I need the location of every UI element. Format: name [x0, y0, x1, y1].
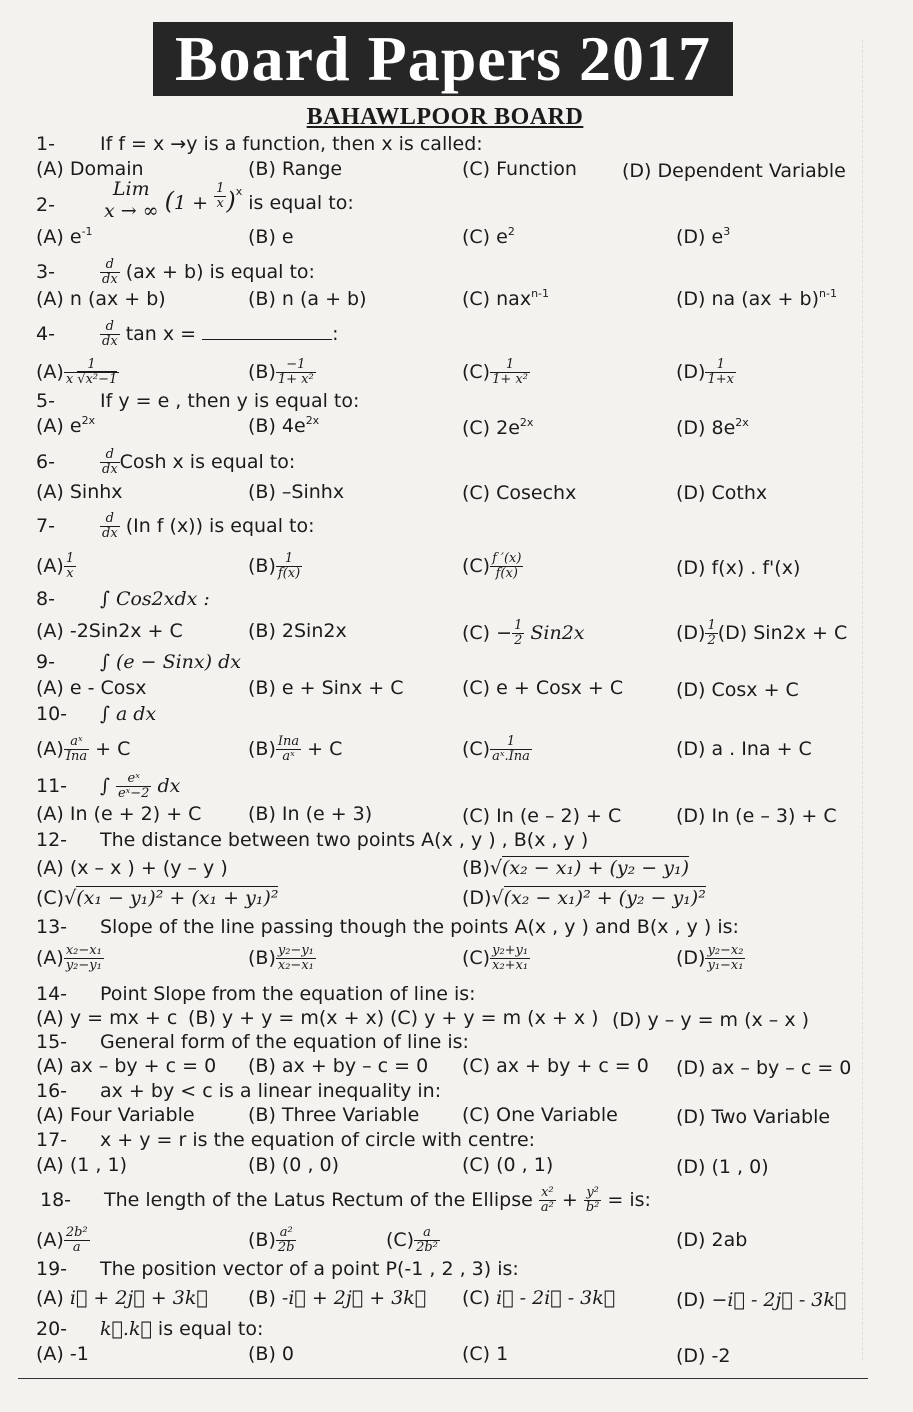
q14-option-d: (D) y – y = m (x – x ): [612, 1009, 810, 1031]
q2-option-b: (B) e: [248, 226, 294, 248]
question-6: 6- $\frac{d}{dx}$ Cosh x is equal to:: [36, 447, 296, 477]
q19-option-b: (B) -i⃗ + 2j⃗ + 3k⃗: [248, 1287, 427, 1309]
q12-option-a: (A) (x – x ) + (y – y ): [36, 857, 228, 879]
q10-option-c: (C) $\frac{1}{\text{aˣ.Ina}}$: [462, 734, 530, 764]
q5-option-d: (D) $8e^{2x}$: [676, 416, 749, 439]
question-15: 15- General form of the equation of line is:: [36, 1031, 469, 1053]
q7-option-a: (A) $\frac{1}{x}$: [36, 551, 75, 581]
q10-option-a: (A) $\frac{\text{aˣ}}{\text{Ina}}$ + C: [36, 734, 131, 764]
q19-option-d: (D) −i⃗ - 2j⃗ - 3k⃗: [676, 1289, 847, 1311]
q7-option-d: (D) f(x) . f'(x): [676, 557, 801, 579]
q1-option-d: (D) Dependent Variable: [622, 160, 846, 182]
q12-option-d: (D)√(x₂ − x₁)² + (y₂ − y₁)²: [462, 887, 706, 909]
q2-option-a: (A) $e^{-1}$: [36, 225, 93, 248]
bleed-through-margin: [862, 40, 913, 1360]
board-name: BAHAWLPOOR BOARD: [306, 104, 584, 130]
q4-option-b: (B) $\frac{-1}{\text{1+ x²}}$: [248, 357, 314, 387]
question-13: 13- Slope of the line passing though the points A(x , y ) and B(x , y ) is:: [36, 916, 739, 938]
q16-option-b: (B) Three Variable: [248, 1104, 420, 1126]
question-20: 20- k⃗.k⃗ is equal to:: [36, 1318, 264, 1340]
question-7: 7- $\frac{d}{dx}$ (In f (x)) is equal to:: [36, 511, 315, 541]
question-8: 8- ∫ Cos2xdx :: [36, 588, 210, 610]
q4-option-c: (C) $\frac{1}{\text{1+ x²}}$: [462, 357, 528, 387]
q15-option-a: (A) ax – by + c = 0: [36, 1055, 217, 1077]
q17-option-d: (D) (1 , 0): [676, 1156, 769, 1178]
q5-option-b: (B) $4e^{2x}$: [248, 414, 320, 437]
q7-option-c: (C) $\frac{f '(x)}{f(x)}$: [462, 551, 522, 581]
q3-option-a: (A) n (ax + b): [36, 288, 166, 310]
q9-option-c: (C) e + Cosx + C: [462, 677, 624, 699]
q6-option-b: (B) –Sinhx: [248, 481, 345, 503]
q17-option-c: (C) (0 , 1): [462, 1154, 554, 1176]
q1-option-b: (B) Range: [248, 158, 343, 180]
q16-option-c: (C) One Variable: [462, 1104, 618, 1126]
q11-option-c: (C) In (e – 2) + C: [462, 805, 622, 827]
question-4: 4- $\frac{d}{dx}$ tan x = :: [36, 319, 339, 349]
q13-option-d: (D) $\frac{\text{y₂−x₂}}{\text{y₁−x₁}}$: [676, 943, 744, 973]
q17-option-a: (A) (1 , 1): [36, 1154, 127, 1176]
footer-divider: [18, 1378, 868, 1379]
q6-option-c: (C) Cosechx: [462, 482, 577, 504]
q15-option-d: (D) ax – by – c = 0: [676, 1057, 852, 1079]
q1-option-a: (A) Domain: [36, 158, 144, 180]
question-5: 5- If y = e , then y is equal to:: [36, 390, 360, 412]
q14-option-b: (B) y + y = m(x + x): [188, 1007, 385, 1029]
question-12: 12- The distance between two points A(x , y ) , B(x , y ): [36, 829, 589, 851]
question-19: 19- The position vector of a point P(-1 , 2 , 3) is:: [36, 1258, 519, 1280]
q8-option-d: (D) $\frac{1}{2}$ (D) Sin2x + C: [676, 618, 848, 648]
q11-option-d: (D) In (e – 3) + C: [676, 805, 837, 827]
q12-option-b: (B)√(x₂ − x₁) + (y₂ − y₁): [462, 857, 689, 879]
q6-option-a: (A) Sinhx: [36, 481, 123, 503]
question-10: 10- ∫ a dx: [36, 703, 157, 725]
question-16: 16- ax + by < c is a linear inequality in:: [36, 1080, 442, 1102]
q5-option-c: (C) $2e^{2x}$: [462, 416, 534, 439]
q7-option-b: (B) $\frac{1}{f(x)}$: [248, 551, 301, 581]
q20-option-d: (D) -2: [676, 1345, 731, 1367]
q11-option-b: (B) In (e + 3): [248, 803, 373, 825]
q15-option-c: (C) ax + by + c = 0: [462, 1055, 649, 1077]
q10-option-d: (D) a . Ina + C: [676, 738, 812, 760]
q8-option-c: (C) − $\frac{1}{2}$ Sin2x: [462, 618, 585, 648]
question-17: 17- x + y = r is the equation of circle with centre:: [36, 1129, 536, 1151]
question-18: 18- The length of the Latus Rectum of the Ellipse $\frac{\text{x²}}{\text{a²}}$ + $\frac{\text{y²}}{\text{b²}}$ = is:: [40, 1185, 651, 1215]
q9-option-b: (B) e + Sinx + C: [248, 677, 404, 699]
q6-option-d: (D) Cothx: [676, 482, 768, 504]
q3-option-b: (B) n (a + b): [248, 288, 367, 310]
q9-option-d: (D) Cosx + C: [676, 679, 799, 701]
question-3: 3- $\frac{d}{dx}$ (ax + b) is equal to:: [36, 257, 315, 287]
q20-option-c: (C) 1: [462, 1343, 509, 1365]
q18-option-d: (D) 2ab: [676, 1229, 748, 1251]
q3-option-d: (D) na (ax + b)$^{n-1}$: [676, 287, 837, 310]
q12-option-c: (C)√(x₁ − y₁)² + (x₁ + y₁)²: [36, 887, 279, 909]
page-title-banner: Board Papers 2017: [153, 22, 733, 96]
q13-option-b: (B) $\frac{\text{y₂−y₁}}{\text{x₂−x₁}}$: [248, 943, 314, 973]
q14-option-c: (C) y + y = m (x + x ): [390, 1007, 599, 1029]
q17-option-b: (B) (0 , 0): [248, 1154, 340, 1176]
q2-option-d: (D) $e^3$: [676, 225, 731, 248]
q11-option-a: (A) In (e + 2) + C: [36, 803, 202, 825]
question-14: 14- Point Slope from the equation of line is:: [36, 983, 476, 1005]
q1-option-c: (C) Function: [462, 158, 577, 180]
q8-option-b: (B) 2Sin2x: [248, 620, 347, 642]
q2-option-c: (C) $e^2$: [462, 225, 515, 248]
q13-option-a: (A) $\frac{\text{x₂−x₁}}{\text{y₂−y₁}}$: [36, 943, 102, 973]
q10-option-b: (B) $\frac{\text{Ina}}{\text{aˣ}}$ + C: [248, 734, 343, 764]
q4-option-d: (D) $\frac{1}{1+x}$: [676, 357, 734, 387]
q5-option-a: (A) $e^{2x}$: [36, 414, 96, 437]
q8-option-a: (A) -2Sin2x + C: [36, 620, 183, 642]
question-9: 9- ∫ (e − Sinx) dx: [36, 651, 241, 673]
question-2-limit: Lim x → ∞ (1 + $\frac{1}{x}$ )$^x$ is equal to:: [104, 178, 354, 222]
question-11: 11- ∫ $\frac{\text{eˣ}}{\text{eˣ−2}}$ dx: [36, 771, 181, 801]
q18-option-c: (C) $\frac{a}{\text{2b²}}$: [386, 1225, 438, 1255]
q18-option-a: (A) $\frac{\text{2b²}}{a}$: [36, 1225, 88, 1255]
q20-option-b: (B) 0: [248, 1343, 294, 1365]
question-2-number: 2-: [36, 194, 55, 216]
q19-option-c: (C) i⃗ - 2i⃗ - 3k⃗: [462, 1287, 616, 1309]
q3-option-c: (C) nax$^{n-1}$: [462, 287, 550, 310]
q13-option-c: (C) $\frac{\text{y₂+y₁}}{\text{x₂+x₁}}$: [462, 943, 529, 973]
q4-option-a: (A) $\frac{1}{\text{x √x²−1}}$: [36, 357, 118, 387]
q19-option-a: (A) i⃗ + 2j⃗ + 3k⃗: [36, 1287, 208, 1309]
question-1: 1- If f = x →y is a function, then x is called:: [36, 133, 483, 155]
q14-option-a: (A) y = mx + c: [36, 1007, 178, 1029]
q18-option-b: (B) $\frac{\text{a²}}{2b}$: [248, 1225, 295, 1255]
q9-option-a: (A) e - Cosx: [36, 677, 147, 699]
q16-option-d: (D) Two Variable: [676, 1106, 831, 1128]
q15-option-b: (B) ax + by – c = 0: [248, 1055, 429, 1077]
q20-option-a: (A) -1: [36, 1343, 89, 1365]
q16-option-a: (A) Four Variable: [36, 1104, 195, 1126]
